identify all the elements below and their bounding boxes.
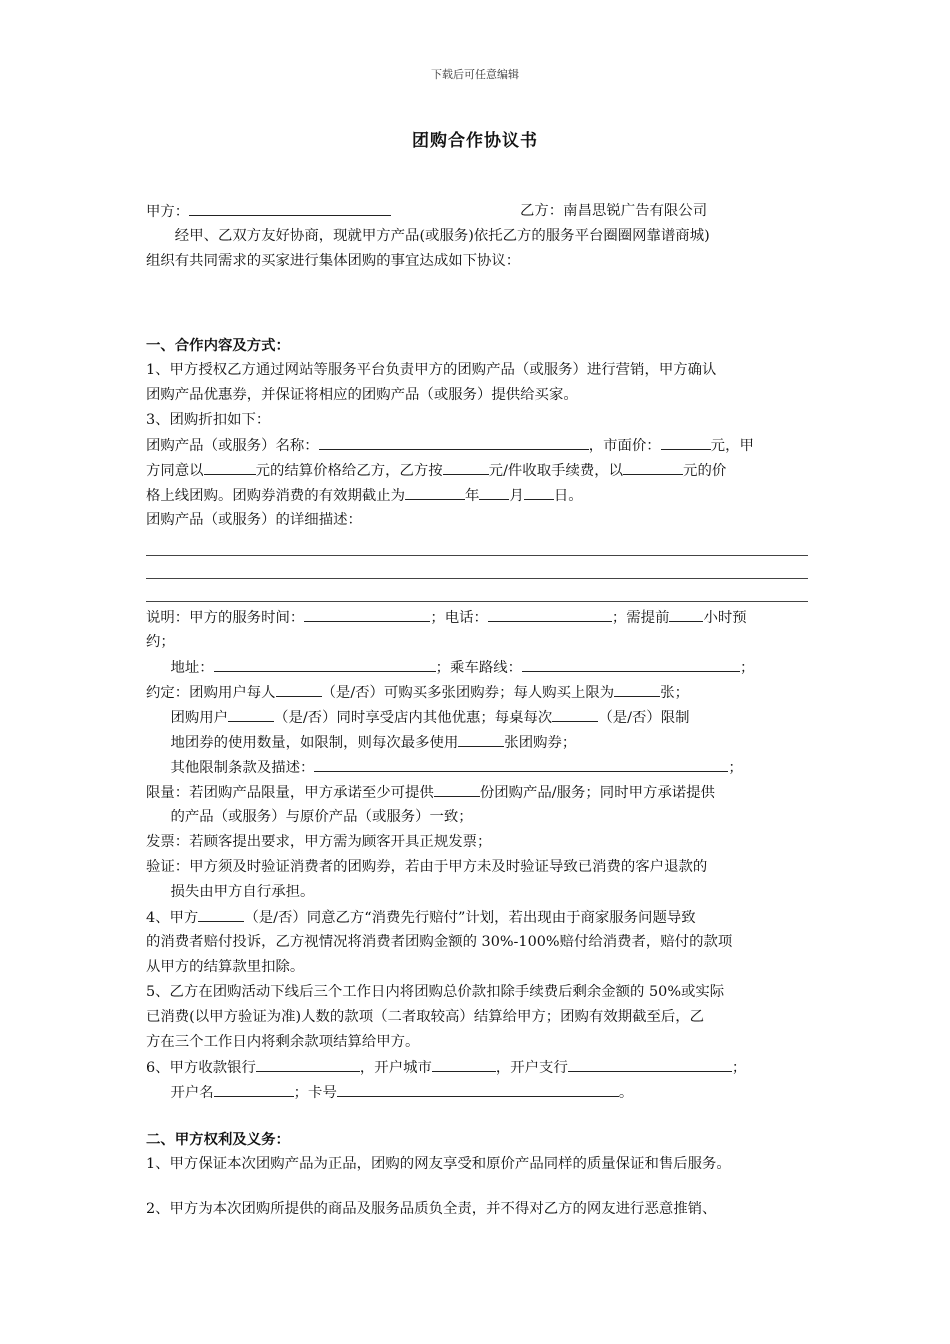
purchase-limit-blank[interactable]: [614, 680, 660, 697]
limit-text: 份团购产品/服务；同时甲方承诺提供: [479, 785, 715, 801]
clause-4-label: 4、甲方: [146, 910, 199, 926]
agreement-line-4: [146, 755, 808, 780]
description-blank-1[interactable]: [146, 533, 808, 556]
bank-blank[interactable]: [256, 1055, 360, 1072]
limit-line-2: 的产品（或服务）与原价产品（或服务）一致；: [170, 809, 473, 825]
section-1-title: 一、合作内容及方式：: [146, 337, 290, 354]
header-note: 下载后可任意编辑: [431, 68, 519, 81]
product-name-label: 团购产品（或服务）名称：: [146, 438, 319, 454]
fee-blank[interactable]: [443, 458, 489, 475]
page-title: 团购合作协议书: [412, 131, 538, 151]
limit-qty-blank[interactable]: [434, 780, 480, 797]
address-blank[interactable]: [214, 655, 436, 672]
section-2-clause-1: 1、甲方保证本次团购产品为正品，团购的网友享受和原价产品同样的质量保证和售后服务。: [146, 1156, 731, 1172]
account-name-label: 开户名: [170, 1085, 214, 1101]
product-name-line: [146, 433, 808, 458]
address-line: [146, 655, 808, 680]
other-discount-label: 团购用户: [170, 710, 229, 726]
day-label: 日。: [553, 488, 583, 504]
clause-3-heading: 3、团购折扣如下：: [146, 412, 271, 428]
address-label: 地址：: [170, 660, 214, 676]
branch-end: ；: [731, 1060, 747, 1076]
intro-line-2: 组织有共同需求的买家进行集体团购的事宜达成如下协议：: [146, 253, 521, 269]
market-price-unit: 元，甲: [710, 438, 754, 454]
branch-label: ，开户支行: [495, 1060, 568, 1076]
clause-5-line-1: 5、乙方在团购活动下线后三个工作日内将团购总价款扣除手续费后剩余金额的 50%或实际: [146, 984, 725, 1000]
phone-label: ；电话：: [430, 610, 488, 626]
branch-blank[interactable]: [568, 1055, 732, 1072]
clause-4-line-2: 的消费者赔付投诉，乙方视情况将消费者团购金额的 30%-100%赔付给消费者，赔付的款项: [146, 934, 733, 950]
clause-4-line-3: 从甲方的结算款里扣除。: [146, 959, 305, 975]
per-table-label: （是/否）同时享受店内其他优惠；每桌每次: [274, 710, 553, 726]
expiry-day-blank[interactable]: [524, 483, 554, 500]
clause-1-line-1: 1、甲方授权乙方通过网站等服务平台负责甲方的团购产品（或服务）进行营销，甲方确认: [146, 362, 717, 378]
online-price-unit: 元的价: [683, 463, 727, 479]
clause-4-text: （是/否）同意乙方“消费先行赔付”计划，若出现由于商家服务问题导致: [244, 910, 696, 926]
settlement-line: [146, 458, 808, 483]
service-time-line: [146, 605, 808, 630]
other-terms-blank[interactable]: [314, 755, 728, 772]
online-price-label: 元/件收取手续费，以: [488, 463, 624, 479]
fee-label: 元的结算价格给乙方，乙方按: [255, 463, 443, 479]
max-use-label: 地团券的使用数量，如限制，则每次最多使用: [170, 735, 459, 751]
per-table-end: （是/否）限制: [598, 710, 690, 726]
route-label: ；乘车路线：: [435, 660, 523, 676]
limit-label: 限量：若团购产品限量，甲方承诺至少可提供: [146, 785, 434, 801]
compensation-blank[interactable]: [198, 905, 244, 922]
address-end: ；: [740, 660, 755, 676]
limit-line-1: [146, 780, 808, 805]
phone-blank[interactable]: [488, 605, 612, 622]
clause-6-line-1: [146, 1055, 808, 1080]
card-number-label: ；卡号: [293, 1085, 337, 1101]
section-2-clause-2: 2、甲方为本次团购所提供的商品及服务品质负全责，并不得对乙方的网友进行恶意推销、: [146, 1201, 717, 1217]
invoice-line: 发票：若顾客提出要求，甲方需为顾客开具正规发票；: [146, 834, 492, 850]
other-terms-end: ；: [728, 760, 743, 776]
market-price-blank[interactable]: [661, 433, 711, 450]
advance-unit: 小时预: [703, 610, 747, 626]
expiry-month-blank[interactable]: [479, 483, 509, 500]
service-time-label: 说明：甲方的服务时间：: [146, 610, 305, 626]
verify-line-2: 损失由甲方自行承担。: [170, 884, 315, 900]
agreement-line-2: [146, 705, 808, 730]
service-time-cont: 约；: [146, 634, 175, 650]
party-a-label: 甲方：: [146, 204, 190, 220]
product-name-blank[interactable]: [319, 433, 589, 450]
description-blank-2[interactable]: [146, 556, 808, 579]
clause-5-line-3: 方在三个工作日内将剩余款项结算给甲方。: [146, 1034, 420, 1050]
expiry-year-blank[interactable]: [405, 483, 465, 500]
other-terms-label: 其他限制条款及描述：: [170, 760, 315, 776]
card-number-end: 。: [618, 1085, 634, 1101]
parties-line: [146, 199, 808, 224]
advance-label: ；需提前: [611, 610, 670, 626]
section-2-title: 二、甲方权利及义务：: [146, 1131, 290, 1148]
online-price-blank[interactable]: [623, 458, 683, 475]
clause-4-line-1: [146, 905, 808, 930]
settlement-price-blank[interactable]: [204, 458, 256, 475]
purchase-limit-unit: 张；: [660, 685, 689, 701]
advance-hours-blank[interactable]: [669, 605, 703, 622]
city-blank[interactable]: [432, 1055, 496, 1072]
description-blank-3[interactable]: [146, 579, 808, 602]
expiry-line: [146, 483, 808, 508]
document-body: [146, 199, 808, 1222]
year-label: 年: [465, 488, 480, 504]
max-use-unit: 张团购券；: [504, 735, 577, 751]
agreement-line-3: [146, 730, 808, 755]
agreement-line-1: [146, 680, 808, 705]
expiry-label: 格上线团购。团购券消费的有效期截止为: [146, 488, 406, 504]
party-b: 乙方：南昌思锐广告有限公司: [520, 203, 708, 219]
bank-label: 6、甲方收款银行: [146, 1060, 256, 1076]
clause-6-line-2: [146, 1080, 808, 1105]
multi-coupon-blank[interactable]: [276, 680, 322, 697]
card-number-blank[interactable]: [337, 1080, 619, 1097]
settlement-label: 方同意以: [146, 463, 204, 479]
month-label: 月: [509, 488, 524, 504]
clause-5-line-2: 已消费(以甲方验证为准)人数的款项（二者取较高）结算给甲方；团购有效期截至后，乙: [146, 1009, 705, 1025]
account-name-blank[interactable]: [214, 1080, 294, 1097]
city-label: ，开户城市: [359, 1060, 432, 1076]
agreement-label: 约定：团购用户每人: [146, 685, 276, 701]
per-table-blank[interactable]: [552, 705, 598, 722]
verify-line-1: 验证：甲方须及时验证消费者的团购券，若由于甲方未及时验证导致已消费的客户退款的: [146, 859, 708, 875]
other-discount-blank[interactable]: [228, 705, 274, 722]
description-label: 团购产品（或服务）的详细描述：: [146, 512, 362, 528]
max-use-blank[interactable]: [458, 730, 504, 747]
route-blank[interactable]: [522, 655, 740, 672]
party-a-blank[interactable]: [189, 199, 391, 216]
intro-line-1: 经甲、乙双方友好协商，现就甲方产品(或服务)依托乙方的服务平台圈圈网靠谱商城): [174, 228, 710, 244]
service-time-blank[interactable]: [304, 605, 430, 622]
clause-1-line-2: 团购产品优惠券，并保证将相应的团购产品（或服务）提供给买家。: [146, 387, 578, 403]
purchase-limit-label: （是/否）可购买多张团购券；每人购买上限为: [321, 685, 615, 701]
market-price-label: ，市面价：: [588, 438, 661, 454]
